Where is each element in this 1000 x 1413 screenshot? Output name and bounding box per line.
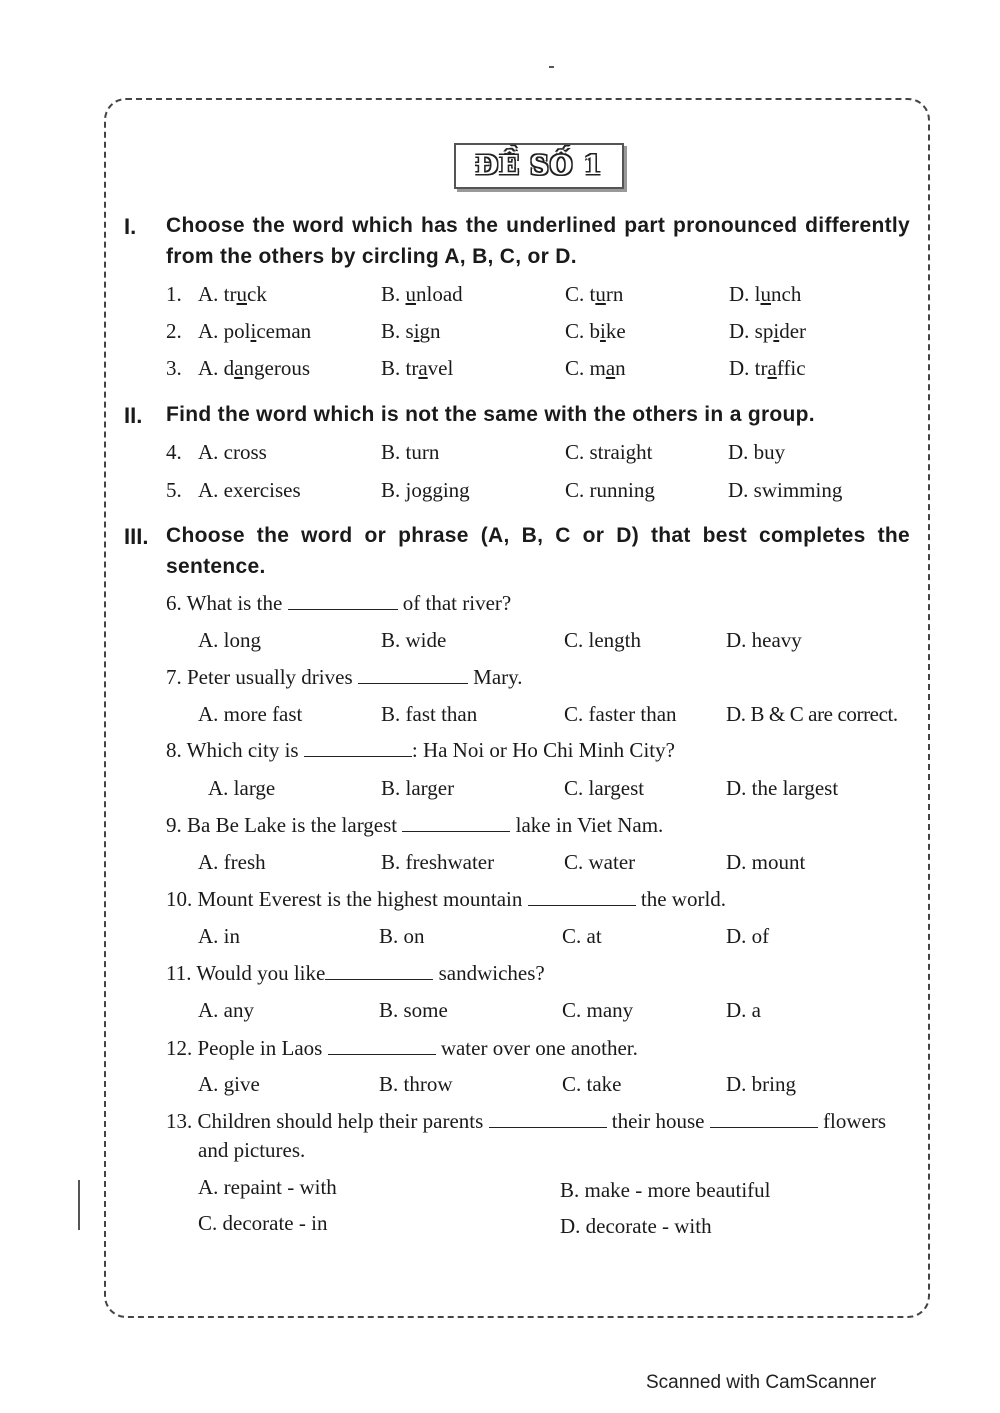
scan-mark: [78, 1180, 80, 1230]
underlined-sound: u: [760, 282, 771, 306]
section-instruction: Choose the word or phrase (A, B, C or D) that best completes the sentence.: [166, 524, 910, 578]
answer-option[interactable]: C. straight: [565, 440, 653, 464]
answer-option[interactable]: D. buy: [728, 440, 786, 464]
section-instruction: Choose the word which has the underlined part pronounced differently from the others by circling A, B, C, or D.: [166, 214, 910, 268]
answer-blank[interactable]: [358, 665, 468, 684]
answer-option[interactable]: C. running: [565, 478, 655, 502]
answer-option[interactable]: C. largest: [564, 776, 645, 800]
answer-option[interactable]: B. wide: [381, 628, 447, 652]
answer-option[interactable]: B. sign: [381, 319, 441, 343]
answer-option[interactable]: D. lunch: [729, 282, 802, 306]
question-stem: 8. Which city is : Ha Noi or Ho Chi Minh City?: [166, 738, 675, 762]
answer-option[interactable]: A. repaint - with: [198, 1175, 337, 1199]
answer-option[interactable]: A. truck: [198, 282, 267, 306]
answer-blank[interactable]: [710, 1109, 818, 1128]
page-title: ĐỀ SỐ 1: [454, 143, 624, 189]
answer-option[interactable]: C. many: [562, 998, 634, 1022]
answer-option[interactable]: B. fast than: [381, 702, 478, 726]
answer-option[interactable]: A. dangerous: [198, 356, 310, 380]
answer-option[interactable]: B. throw: [379, 1072, 453, 1096]
answer-option[interactable]: B. unload: [381, 282, 463, 306]
answer-option[interactable]: A. policeman: [198, 319, 312, 343]
answer-option[interactable]: C. bike: [565, 319, 626, 343]
answer-blank[interactable]: [402, 813, 510, 832]
scan-mark: [549, 66, 554, 68]
answer-option[interactable]: D. bring: [726, 1072, 796, 1096]
answer-option[interactable]: D. mount: [726, 850, 806, 874]
scanner-watermark: Scanned with CamScanner: [646, 1372, 877, 1393]
answer-option[interactable]: A. cross: [198, 440, 267, 464]
answer-option[interactable]: B. larger: [381, 776, 455, 800]
answer-option[interactable]: A. large: [208, 776, 276, 800]
answer-option[interactable]: C. decorate - in: [198, 1211, 328, 1235]
question-number: 2.: [166, 319, 182, 343]
answer-option[interactable]: A. exercises: [198, 478, 301, 502]
answer-option[interactable]: D. swimming: [728, 478, 843, 502]
answer-option[interactable]: C. turn: [565, 282, 624, 306]
answer-option[interactable]: B. on: [379, 924, 425, 948]
answer-option[interactable]: B. turn: [381, 440, 440, 464]
answer-option[interactable]: D. B & C are correct.: [726, 702, 898, 726]
underlined-sound: i: [250, 319, 257, 343]
underlined-sound: u: [595, 282, 606, 306]
question-stem: 6. What is the of that river?: [166, 591, 512, 615]
answer-option[interactable]: B. some: [379, 998, 448, 1022]
section-number: II.: [124, 403, 143, 428]
answer-option[interactable]: C. take: [562, 1072, 622, 1096]
answer-option[interactable]: D. decorate - with: [560, 1214, 712, 1238]
underlined-sound: a: [418, 356, 428, 380]
answer-option[interactable]: C. water: [564, 850, 636, 874]
section-number: I.: [124, 214, 137, 239]
answer-option[interactable]: B. jogging: [381, 478, 470, 502]
underlined-sound: u: [405, 282, 417, 306]
underlined-sound: i: [600, 319, 606, 343]
answer-blank[interactable]: [528, 887, 636, 906]
answer-option[interactable]: D. spider: [729, 319, 807, 343]
answer-option[interactable]: D. a: [726, 998, 761, 1022]
answer-option[interactable]: D. heavy: [726, 628, 802, 652]
question-stem: 9. Ba Be Lake is the largest lake in Viet Nam.: [166, 813, 664, 837]
question-stem: 12. People in Laos water over one another.: [166, 1036, 638, 1060]
answer-blank[interactable]: [328, 1036, 436, 1055]
underlined-sound: a: [234, 356, 244, 380]
answer-option[interactable]: A. give: [198, 1072, 260, 1096]
question-number: 3.: [166, 356, 182, 380]
answer-option[interactable]: B. make - more beautiful: [560, 1178, 771, 1202]
question-number: 1.: [166, 282, 182, 306]
underlined-sound: a: [605, 356, 616, 380]
underlined-sound: i: [773, 319, 780, 343]
question-stem: 13. Children should help their parents their house flowers: [166, 1109, 886, 1133]
answer-option[interactable]: D. of: [726, 924, 770, 948]
answer-option[interactable]: B. freshwater: [381, 850, 495, 874]
answer-option[interactable]: A. in: [198, 924, 240, 948]
underlined-sound: a: [767, 356, 777, 380]
section-number: III.: [124, 524, 149, 549]
answer-option[interactable]: A. more fast: [198, 702, 303, 726]
answer-option[interactable]: B. travel: [381, 356, 454, 380]
question-stem: 7. Peter usually drives Mary.: [166, 665, 523, 689]
answer-option[interactable]: A. any: [198, 998, 254, 1022]
answer-option[interactable]: A. fresh: [198, 850, 266, 874]
question-number: 5.: [166, 478, 182, 502]
section-instruction: Find the word which is not the same with the others in a group.: [166, 403, 815, 426]
question-stem: 10. Mount Everest is the highest mountain the world.: [166, 887, 727, 911]
question-number: 4.: [166, 440, 182, 464]
answer-blank[interactable]: [325, 961, 433, 980]
answer-blank[interactable]: [304, 738, 412, 757]
answer-option[interactable]: C. man: [565, 356, 626, 380]
underlined-sound: i: [413, 319, 420, 343]
question-stem: 11. Would you like sandwiches?: [166, 961, 545, 985]
answer-blank[interactable]: [489, 1109, 607, 1128]
answer-option[interactable]: D. the largest: [726, 776, 839, 800]
answer-blank[interactable]: [288, 591, 398, 610]
answer-option[interactable]: D. traffic: [729, 356, 806, 380]
answer-option[interactable]: C. length: [564, 628, 641, 652]
question-stem-continued: and pictures.: [198, 1138, 306, 1162]
answer-option[interactable]: C. faster than: [564, 702, 677, 726]
answer-option[interactable]: A. long: [198, 628, 261, 652]
answer-option[interactable]: C. at: [562, 924, 602, 948]
underlined-sound: u: [236, 282, 247, 306]
